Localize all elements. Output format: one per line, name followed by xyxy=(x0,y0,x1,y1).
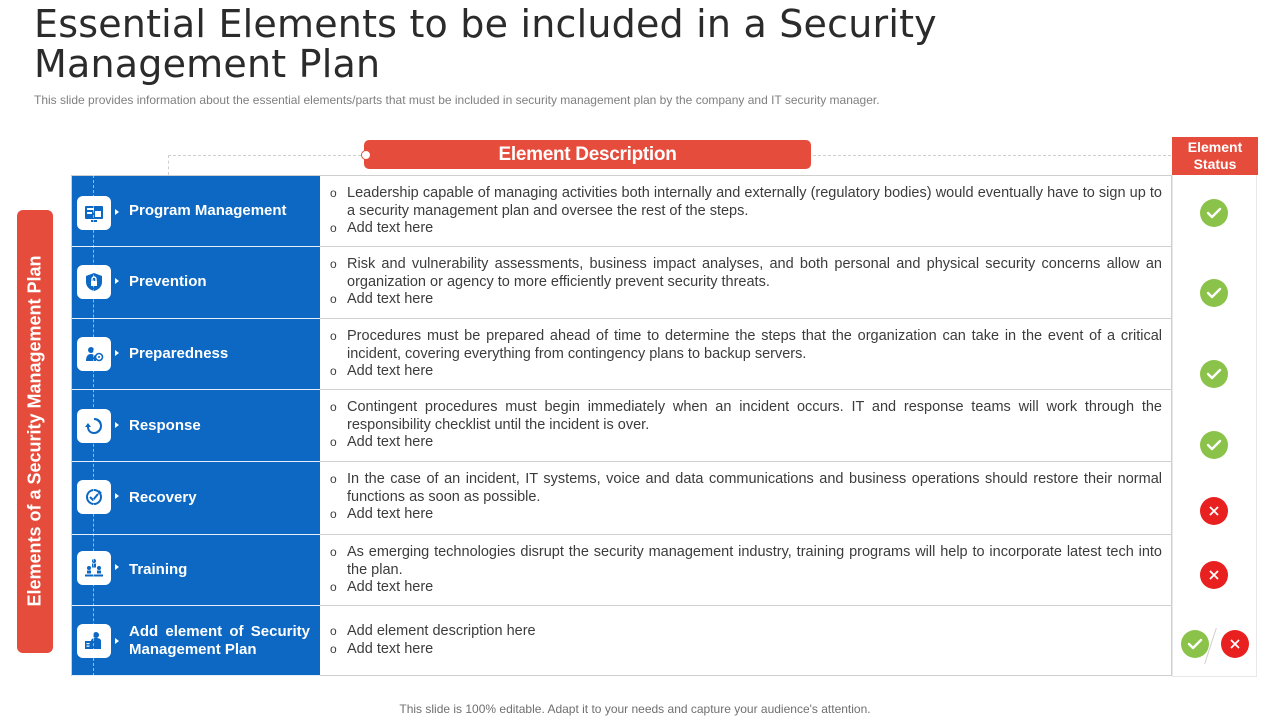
description-bullet: o Add text here xyxy=(330,220,1162,238)
description-bullet: o Add text here xyxy=(330,506,1162,524)
element-status-header xyxy=(1172,137,1258,175)
element-cell xyxy=(72,535,320,606)
preparedness-icon xyxy=(77,337,111,371)
element-description-header: Element Description xyxy=(364,140,811,169)
element-name: Response xyxy=(129,417,201,434)
dashed-spine xyxy=(93,175,94,676)
element-name: Preparedness xyxy=(129,345,229,362)
description-cell xyxy=(320,247,1172,319)
status-cross-icon xyxy=(1221,630,1249,658)
description-cell xyxy=(320,462,1172,535)
element-cell xyxy=(72,319,320,390)
shield-icon xyxy=(77,265,111,299)
description-cell xyxy=(320,319,1172,390)
table-row xyxy=(72,176,1172,247)
page-subtitle: This slide provides information about the essential elements/parts that must be included in security management plan by the company and IT security manager. xyxy=(34,93,880,107)
table-row xyxy=(72,606,1172,676)
description-cell xyxy=(320,390,1172,462)
element-name: Program Management xyxy=(129,202,287,219)
table-row xyxy=(72,390,1172,462)
footer-note: This slide is 100% editable. Adapt it to your needs and capture your audience's attention. xyxy=(399,702,871,716)
description-bullet: o Leadership capable of managing activities both internally and externally (regulatory bodies) would eventually have to sign up to a security management plan and oversee the rest of the steps. xyxy=(330,185,1162,220)
description-cell xyxy=(320,176,1172,247)
elements-table xyxy=(71,175,1172,676)
description-bullet: o Add text here xyxy=(330,579,1162,597)
vertical-label: Elements of a Security Management Plan xyxy=(24,255,45,607)
table-row xyxy=(72,462,1172,535)
description-bullet: o As emerging technologies disrupt the security management industry, training programs will help to incorporate latest tech into the plan. xyxy=(330,544,1162,579)
header-dot xyxy=(361,150,371,160)
status-check-icon xyxy=(1200,279,1228,307)
arrow-right-icon xyxy=(115,278,119,284)
description-bullet: o Add element description here xyxy=(330,623,1162,641)
element-name: Prevention xyxy=(129,273,207,290)
arrow-right-icon xyxy=(115,422,119,428)
element-name: Add element of Security Management Plan xyxy=(129,623,310,658)
status-check-icon xyxy=(1200,431,1228,459)
description-bullet: o Add text here xyxy=(330,363,1162,381)
dashed-connector-vertical xyxy=(168,155,169,175)
arrow-right-icon xyxy=(115,209,119,215)
description-bullet: o Add text here xyxy=(330,291,1162,309)
status-cross-icon xyxy=(1200,561,1228,589)
table-row xyxy=(72,247,1172,319)
arrow-right-icon xyxy=(115,638,119,644)
status-check-icon xyxy=(1181,630,1209,658)
description-bullet: o Contingent procedures must begin immediately when an incident occurs. IT and response teams will work through the responsibility checklist until the incident is over. xyxy=(330,399,1162,434)
add-element-icon xyxy=(77,624,111,658)
element-cell xyxy=(72,462,320,535)
status-check-icon xyxy=(1200,199,1228,227)
arrow-right-icon xyxy=(115,564,119,570)
description-cell xyxy=(320,535,1172,606)
description-bullet: o Add text here xyxy=(330,641,1162,659)
recovery-icon xyxy=(77,480,111,514)
element-cell xyxy=(72,606,320,676)
arrow-right-icon xyxy=(115,350,119,356)
response-icon xyxy=(77,409,111,443)
element-name: Training xyxy=(129,561,188,578)
element-cell xyxy=(72,247,320,319)
element-status-header-text: Element Status xyxy=(1187,139,1243,172)
table-row xyxy=(72,319,1172,390)
status-cross-icon xyxy=(1200,497,1228,525)
element-cell xyxy=(72,390,320,462)
description-bullet: o In the case of an incident, IT systems, voice and data communications and business operations should restore their normal functions as soon as possible. xyxy=(330,471,1162,506)
description-bullet: o Add text here xyxy=(330,434,1162,452)
element-name: Recovery xyxy=(129,489,197,506)
status-check-icon xyxy=(1200,360,1228,388)
element-cell xyxy=(72,176,320,247)
arrow-right-icon xyxy=(115,493,119,499)
description-bullet: o Risk and vulnerability assessments, business impact analyses, and both personal and physical security concerns allow an organization or agency to more efficiently prevent security threats. xyxy=(330,256,1162,291)
description-bullet: o Procedures must be prepared ahead of time to determine the steps that the organization can take in the event of a critical incident, covering everything from contingency plans to backup servers. xyxy=(330,328,1162,363)
table-row xyxy=(72,535,1172,606)
description-cell xyxy=(320,606,1172,676)
training-icon xyxy=(77,551,111,585)
program-management-icon xyxy=(77,196,111,230)
page-title: Essential Elements to be included in a Security Management Plan xyxy=(34,2,937,86)
